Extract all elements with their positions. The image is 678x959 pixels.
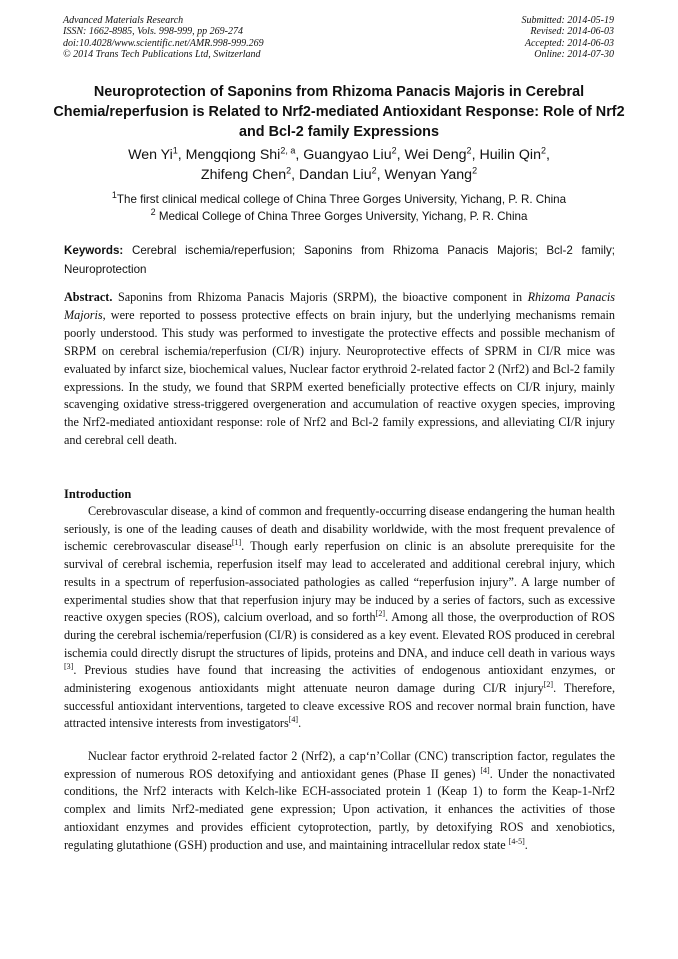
author <box>186 147 304 163</box>
abstract-species-name: Rhizoma Panacis Majoris <box>64 290 616 322</box>
accepted-date: Accepted: 2014-06-03 <box>524 37 614 49</box>
author-name: Wenyan Yang <box>384 167 473 183</box>
abstract-text: Saponins from Rhizoma Panacis Majoris (SRPM), the bioactive component in <box>117 290 523 304</box>
paper-title: Neuroprotection of Saponins from Rhizoma Panacis Majoris in Cerebral Chemia/reperfusion is Related to Nrf2-mediated Antioxidant Response: Role of Nrf2 and Bcl-2 family Expressions <box>53 84 625 140</box>
author-name: Mengqiong Shi <box>185 147 281 163</box>
author-affiliation-mark: 2 <box>391 145 397 156</box>
journal-copyright: © 2014 Trans Tech Publications Ltd, Switzerland <box>63 49 261 61</box>
affiliation <box>40 208 638 225</box>
paragraph-text: Nuclear factor erythroid 2-related factor 2 (Nrf2), a cap‘n’Collar (CNC) transcription factor, regulates the expression of numerous ROS detoxifying and antioxidant genes (Phase II genes) <box>64 749 615 781</box>
author <box>128 147 186 163</box>
author-separator: , <box>291 167 300 183</box>
author-affiliation-mark: 2 <box>472 165 478 176</box>
revised-date: Revised: 2014-06-03 <box>530 26 614 38</box>
author <box>479 147 549 163</box>
journal-doi: doi:10.4028/www.scientific.net/AMR.998-999.269 <box>63 37 264 49</box>
citation-ref[interactable]: [4] <box>480 765 490 775</box>
paragraph-text: . <box>524 837 528 852</box>
author-affiliation-mark: 2, a <box>280 145 296 156</box>
author-name: Guangyao Liu <box>303 147 392 163</box>
section-heading-introduction: Introduction <box>64 487 132 501</box>
author <box>405 147 480 163</box>
citation-ref[interactable]: [1] <box>231 538 242 548</box>
author-affiliation-mark: 2 <box>540 145 546 156</box>
author-separator: , <box>295 147 304 163</box>
affiliation-text: The first clinical medical college of China Three Gorges University, Yichang, P. R. China <box>116 193 567 206</box>
paragraph-text: . Previous studies have found that increasing the activities of endogenous antioxidant enzymes, or administering exogenous antioxidants might attenuate neuron damage during CI/R injury <box>64 663 615 696</box>
citation-ref[interactable]: [2] <box>543 679 554 689</box>
citation-ref[interactable]: [4] <box>288 715 299 725</box>
author <box>385 167 478 183</box>
author <box>201 167 299 183</box>
author-separator: , <box>177 147 186 163</box>
paragraph-text: . Though early reperfusion on clinic is an absolute prerequisite for the survival of cerebral ischemia, reperfusion itself may lead to accelerated and additional cerebral injury, which results in a spectrum of reperfusion-associated pathologies as called “reperfusion injury”. A large number of experimental studies show that that reperfusion injury may be induced by a series of factors, such as excessive reactive oxygen species (ROS), calcium overload, and so forth <box>64 539 615 625</box>
online-date: Online: 2014-07-30 <box>534 49 614 61</box>
journal-header-left <box>63 15 264 61</box>
author-name: Dandan Liu <box>299 167 372 183</box>
submitted-date: Submitted: 2014-05-19 <box>521 15 614 26</box>
author-separator: , <box>545 147 550 163</box>
author-affiliation-mark: 2 <box>371 165 377 176</box>
paragraph-text: . <box>298 716 302 731</box>
author-name: Zhifeng Chen <box>200 167 287 183</box>
citation-ref[interactable]: [4-5] <box>508 836 525 846</box>
author <box>299 167 384 183</box>
abstract-text: , were reported to possess protective effects on brain injury, but the underlying mechanisms remain poorly understood. This study was performed to investigate the protective effects and possible mechanism of SRPM on cerebral ischemia/reperfusion (CI/R) injury. Neuroprotective effects of SPRM in CI/R mice was evaluated by infarct size, biochemical values, Nuclear factor erythroid 2-related factor 2 (Nrf2) and Bcl-2 family expressions. In the study, we found that SRPM exerted beneficially protective effects on CI/R injury, mainly scavenging oxidative stress-triggered overgeneration and accumulation of reactive oxygen species, improving the Nrf2-mediated antioxidant response: role of Nrf2 and Bcl-2 family expressions, and alleviating CI/R injury and cerebral cell death. <box>64 307 615 448</box>
author-separator: , <box>376 167 385 183</box>
paragraph-text: . Among all those, the overproduction of ROS during the cerebral ischemia/reperfusion (CI/R) is considered as a key event. Elevated ROS produced in cerebral ischemia could directly disrupt the structures of lipids, proteins and DNA, and induce cell death in various ways <box>64 610 615 660</box>
author-name: Huilin Qin <box>479 147 541 163</box>
affiliation-number: 1 <box>111 190 117 201</box>
author-separator: , <box>396 147 405 163</box>
author-list <box>40 145 638 185</box>
paragraph-text: Cerebrovascular disease, a kind of common and frequently-occurring disease endangering the human health seriously, is one of the leading causes of death and disability worldwide, with the most frequent prevalence of ischemic cerebrovascular disease <box>64 504 615 554</box>
author-affiliation-mark: 1 <box>172 145 178 156</box>
author-affiliation-mark: 2 <box>286 165 292 176</box>
citation-ref[interactable]: [3] <box>64 662 74 672</box>
abstract-label: Abstract. <box>64 290 113 304</box>
author <box>303 147 404 163</box>
affiliation <box>40 191 638 208</box>
author-affiliation-mark: 2 <box>466 145 472 156</box>
keywords-text: Cerebral ischemia/reperfusion; Saponins from Rhizoma Panacis Majoris; Bcl-2 family; Neuroprotection <box>64 244 615 276</box>
journal-issn: ISSN: 1662-8985, Vols. 998-999, pp 269-274 <box>63 26 243 38</box>
abstract <box>64 289 615 450</box>
journal-header-right <box>522 15 615 61</box>
introduction-paragraph-2 <box>64 748 615 854</box>
paragraph-text: . Therefore, successful antioxidant interventions, targeted to cleave excessive ROS and recover normal brain function, have attracted intensive interests from investigators <box>64 681 615 731</box>
author-name: Wen Yi <box>128 147 173 163</box>
keywords-label: Keywords: <box>64 244 124 257</box>
journal-name: Advanced Materials Research <box>63 15 184 26</box>
author-separator: , <box>471 147 480 163</box>
affiliation-number: 2 <box>150 207 156 218</box>
introduction-paragraph-1 <box>64 503 615 733</box>
author-name: Wei Deng <box>404 147 467 163</box>
affiliation-text: Medical College of China Three Gorges University, Yichang, P. R. China <box>158 210 528 223</box>
citation-ref[interactable]: [2] <box>375 609 385 619</box>
keywords <box>64 241 615 279</box>
paragraph-text: . Under the nonactivated conditions, the Nrf2 interacts with Kelch-like ECH-associated protein 1 (Keap 1) to form the Keap-1-Nrf2 complex and limits Nrf2-mediated gene expression; Upon activation, it enhances the activities of those antioxidant enzymes and provides efficient cytoprotection, partly, by detoxifying ROS and xenobiotics, regulating glutathione (GSH) production and use, and maintaining intracellular redox state <box>64 766 615 852</box>
